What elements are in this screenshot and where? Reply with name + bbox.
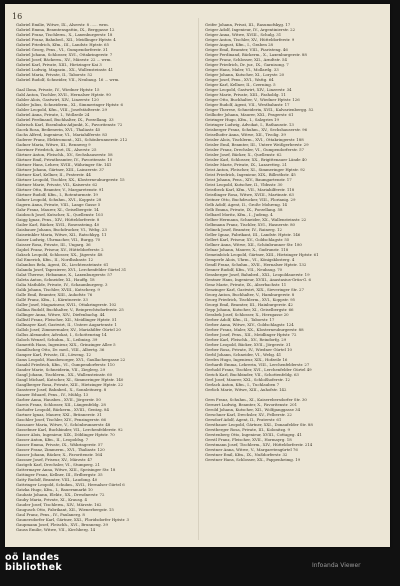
directory-entry: Gaal Ilona, Private, IV., Wiedner Hptstr. 15 (16, 87, 100, 92)
directory-entry: Gerdes Hugo, Ingenieur, XIX., Hofzeile 16 (205, 357, 288, 362)
directory-entry: Gabriel Johann, Schlosser, XVI., Ottakringerstr. 7 (16, 52, 113, 57)
directory-entry: Galambos Bela, Agent, IX., Liechtensteinstr. 61 (16, 262, 109, 267)
directory-entry: Gerbl Johann, Schneider, VI., Webg. 41 (205, 352, 282, 357)
directory-entry: Galle Emil, Beamter, XIII., Auhofstr. 76 (16, 292, 93, 297)
directory-entry: Genzinger Karl, Gastwirt, XIX., Sieveringer Str. 27 (205, 287, 304, 292)
directory-entry: Gemeinböck Leopold, Gärtner, XIII., Hietzinger Hptstr. 61 (205, 252, 319, 257)
directory-entry: Geist Anton, Fleischer, XI., Simmeringer Hptstr. 92 (205, 167, 305, 172)
directory-entry: Galik Johann, Tischler, XVIII., Kutscherg. 9 (16, 287, 100, 292)
directory-entry: Gentner Hans, Ingenieur, XVIII., Anastasius-Grün-G. 6 (205, 277, 311, 282)
directory-entry: Gaugusch Otto, Fabrikant, XII., Wienerbergstr. 15 (16, 507, 114, 512)
directory-entry: Gerber Leopold, Bäcker, XVII., Jörgerstr. 31 (205, 342, 291, 347)
directory-entry: Geiger Anna, Witwe, XVIII., Schulg. 31 (205, 32, 282, 37)
directory-entry: Gattringer Leopold, Schuhm., XVII., Hernalser Gürtel 6 (16, 482, 125, 487)
directory-entry: Gartner Ignaz, Maurer, XXI., Brünnerstr. 31 (16, 412, 102, 417)
directory-entry: Galoch Wenzel, Schuhm., X., Leibnizg. 39 (16, 337, 98, 342)
directory-entry: Gerschner Karl, Drechsler, XV., Felberstr. 22 (205, 412, 292, 417)
directory-entry: Gaul Franz, Pens., IV., Paulanerg. 8 (16, 512, 85, 517)
directory-entry: Gatty Rudolf, Beamter, VIII., Laudong. 40 (16, 477, 98, 482)
directory-entry: Gamper Karl, Private, III., Löweng. 12 (16, 352, 91, 357)
directory-entry: Gastgeb Karl, Drechsler, VI., Stumperg. 21 (16, 462, 100, 467)
directory-entry: Gerstberger Rosa, Private, III., Kolonitzg. 9 (205, 427, 290, 432)
directory-entry: Gerhardt Emma, Lehrerin, VIII., Lerchenfelderstr. 27 (205, 362, 310, 367)
directory-entry: Gärtner Rudolf, Kfm., I., Rotenturmstr. 19 (16, 192, 98, 197)
directory-entry: Gaderer Franz, Elektromont., XII., Schönbrunnerstr. 212 (16, 137, 128, 142)
directory-entry: Gaiser Ludwig, Uhrmacher, VII., Burgg. 70 (16, 237, 101, 242)
directory-entry: Gallistl Franz, Fleischer, XII., Meidlinger Hptstr. 51 (16, 317, 117, 322)
directory-entry: Gabrisch Karl, Eisenbahn-Adjunkt, X., Favoritenstr. 72 (16, 122, 123, 127)
directory-entry: Gauby Maria, Private, XI., Krausg. 4 (16, 497, 87, 502)
directory-entry: Gattermayer Anna, Witwe, XIII., Speisinger Str. 18 (16, 467, 116, 472)
directory-entry: Geistbeck Karl, Kfm., VII., Mariahilferstr. 118 (205, 187, 295, 192)
directory-entry: Gern Franz, Schuhm., XI., Kaiserebersdorfer Str. 30 (205, 397, 307, 402)
directory-entry: Gabriel Karl, Private, XIII., Hietzinger Kai 3 (16, 62, 102, 67)
directory-entry: Gareis Franz, Schlosser, XII., Längenfeldg. 28 (16, 402, 106, 407)
left-column (16, 22, 194, 540)
directory-entry: Gerstner Hans, Schlosser, XX., Pappenheimg. 19 (205, 457, 301, 462)
directory-entry: Geisler Josef, Bäcker, X., Quellenstr. 62 (205, 152, 282, 157)
directory-entry: Gabl Anton, Tischler, XVII., Hernalser Hptstr. 90 (16, 92, 111, 97)
library-logo[interactable] (5, 553, 62, 573)
directory-entry: Gabriel Ferdinand, Buchhalter, IX., Porzellang. 33 (16, 117, 114, 122)
page-number: 16 (12, 12, 23, 21)
directory-entry: Gelb Emma, Private, IX., Porzellang. 58 (205, 207, 283, 212)
directory-entry: Geller Ignaz, Fabrikant, III., Landstr. Hptstr. 146 (205, 232, 301, 237)
directory-entry: Gerabek Josef, Schlosser, X., Herzgasse 20 (205, 312, 289, 317)
logo-line-2: bibliothek (5, 562, 62, 573)
directory-entry: Gerich Karl, Buchbinder, VII., Schottenfeldg. 63 (205, 372, 299, 377)
directory-entry: Gassner Josef, Friseur, XV., Märzstr. 47 (16, 457, 93, 462)
directory-entry: Gallus Alexander, Advokat, I., Schottenring 14 (16, 332, 107, 337)
directory-entry: Geisler Alois, Tischlerm., XVI., Ottakringerstr. 188 (205, 137, 304, 142)
directory-entry: Geiger Leopold, Gastwirt, XIV., Linzerstr. 34 (205, 87, 292, 92)
directory-entry: Gernert Ludwig, Beamter, X., Favoritenstr. 201 (205, 402, 298, 407)
directory-entry: Ganahl Friedrich, Kfm., VI., Gumpendorferstr. 110 (16, 362, 115, 367)
directory-entry: Geiger August, Kfm., I., Graben 28 (205, 42, 273, 47)
directory-entry: Gerhold Franz, Tischler, XVI., Lerchenfelder Gürtel 49 (205, 367, 312, 372)
directory-entry: Gassauer Maria, Witwe, V., Schönbrunnerstr. 48 (16, 422, 111, 427)
directory-entry: Geiger Adolf, Ingenieur, IV., Argentinierstr. 22 (205, 27, 296, 32)
directory-entry: Gajdoš Franz, Friseur, XV., Hütteldorferstr. 2 (16, 247, 104, 252)
directory-entry: Gabriel Georg, Pens., VI., Gumpendorferstr. 31 (16, 47, 108, 52)
directory-entry: Geiger Johann, Kutscher, XI., Lorystr. 20 (205, 72, 285, 77)
directory-entry: Garhofer Leopold, Bäckerm., XVIII., Gentzg. 84 (16, 407, 109, 412)
directory-entry: Gaertner Friedrich, Arzt, IX., Alserstr. 25 (16, 147, 97, 152)
directory-entry: Gabriel Ludwig, Magazin., XX., Wallensteinstr. 41 (16, 67, 114, 72)
directory-entry: Gellert Karl, Friseur, XV., Goldschlagstr. 55 (205, 237, 290, 242)
directory-entry: Gadner Maria, Witwe, III., Rennweg 9 (16, 142, 91, 147)
directory-entry: Gerber Rosa, Private, IV., Wiedner Gürtel 10 (205, 347, 292, 352)
directory-entry: Geiger Rudolf, Agent, VII., Westbahnstr. 17 (205, 102, 290, 107)
directory-entry: Geifer Johann, Privat, III., Rasumofskyg. 17 (205, 22, 291, 27)
directory-entry: Gerstner Anna, Witwe, V., Margaretengürtel 76 (205, 447, 298, 452)
directory-entry: Geist Leopold, Kutscher, II., Ybbsstr. 30 (205, 182, 283, 187)
scanned-page (5, 4, 390, 547)
directory-entry: Gabriel Emilie, Witwe, IX., Alserstr. 8 ...... wrm. (16, 22, 109, 27)
directory-entry: Gaiswinkler Maria, Witwe, XII., Ratschkyg. 11 (16, 232, 107, 237)
directory-entry: Gallina Rudolf, Buchhalter, V., Reinprechtsdorferstr. 25 (16, 307, 124, 312)
directory-entry: Gatzka Hugo, Kfm., I., Bauernmarkt 10 (16, 487, 93, 492)
directory-entry: Gerstenberg Otto, Ingenieur, XVIII., Cottageg. 41 (205, 432, 302, 437)
directory-entry: Gallé Franz, Kfm., I., Kärntnerstr. 33 (16, 297, 88, 302)
directory-entry: Geiger Ferdinand, Bäckerm., X., Laxenburgerstr. 88 (205, 52, 307, 57)
directory-entry: Gauder Josef, Tischlerm., XIV., Märzstr. 162 (16, 502, 102, 507)
directory-entry: Geiselhofer Anna, Witwe, XII., Tivolig. 39 (205, 132, 286, 137)
directory-entry: Gachs Alfred, Ingenieur, VI., Mariahilferstr. 83 (16, 132, 108, 137)
directory-entry: Geist Johann, Pens., XIV., Baumgartenstr. 17 (205, 177, 292, 182)
directory-entry: Gabriel Franz, Bahnbed., XII., Meidlinger Hptstr. 4 (16, 37, 116, 42)
directory-entry: Geiger Anton, Tischler, XV., Hütteldorferstr. 9 (205, 37, 295, 42)
directory-entry: Genz Marie, Private, IX., Alserbachstr. 11 (205, 282, 287, 287)
directory-entry: Gepp Johann, Kutscher, XI., Geiselbergstr. 66 (205, 307, 294, 312)
directory-entry: Gersdorf Adolf, Agent, II., Praterstr. 61 (205, 417, 282, 422)
directory-entry: Gerstner Emil, Kfm., IX., Nußdorferstr. 32 (205, 452, 288, 457)
directory-entry: Gaksch Leopold, Schlosser, XX., Jägerstr. 48 (16, 252, 103, 257)
directory-entry: Gärtner Otto, Beamter, V., Margaretenstr. 91 (16, 187, 104, 192)
directory-entry: Gärtner Karl, Kellner, II., Praterstr. 44 (16, 172, 91, 177)
directory-entry: Geiringer Hugo, Kfm., I., Salzgries 19 (205, 117, 279, 122)
directory-entry: Gelber Hermann, Schneider, XX., Wallensteinstr. 22 (205, 217, 307, 222)
directory-entry: Gauss Emilie, Witwe, VII., Kirchberg. 14 (16, 527, 96, 532)
directory-entry: Gattinger Franz, Kellner, III., Erdbergstr. 35 (16, 472, 103, 477)
directory-entry: Gabriel Anna, Private, I., Wollzeile 24 (16, 112, 90, 117)
directory-entry: Gamerith Hans, Ingenieur, XIX., Grinzinger Allee 5 (16, 342, 116, 347)
directory-entry: Gaisser Rosa, Private, III., Ungarg. 36 (16, 242, 91, 247)
directory-entry: Geiger Emil, Beamter, VIII., Piaristeng. 46 (205, 47, 288, 52)
directory-entry: Gahr Franz, Maurer, XI., Geiselbergstr. 14 (16, 207, 99, 212)
directory-entry: Gaunersdorfer Karl, Gärtner, XXI., Floridsdorfer Hptstr. 3 (16, 517, 129, 522)
directory-entry: Geiger Therese, Schneiderin, XVII., Kalvarienbergg. 52 (205, 107, 314, 112)
directory-entry: Gelnar Johann, Maurer, X., Gudrunstr. 118 (205, 247, 289, 252)
directory-entry: Gabriel Emma, Beamtensgattin, IX., Berggasse 12 (16, 27, 115, 32)
directory-entry: Geilhofer Johann, Maurer, XXI., Pragerstr. 61 (205, 112, 294, 117)
directory-entry: Gärtner Hans, Lehrer, XVIII., Währinger Str. 141 (16, 162, 112, 167)
directory-entry: Gärtner Marie, Private, VII., Kaiserstr. 62 (16, 182, 98, 187)
directory-entry: Gerlich Marie, Witwe, XIII., Auhofstr. 142 (205, 387, 287, 392)
directory-entry: Gander Marie, Schneiderin, VII., Zieglerg. 29 (16, 367, 106, 372)
directory-entry: Gabriel Maria, Private, II., Taborstr. 52 (16, 72, 93, 77)
directory-entry: Gallinger Anna, Witwe, XIV., Diefenbachg. 44 (16, 312, 105, 317)
directory-entry: Gensberger Josef, Bahnbed., XXI., Leopoldauerstr. 19 (205, 272, 310, 277)
directory-entry: Geisler Marie, Private, IX., Lazaretteg. 21 (205, 162, 287, 167)
directory-entry: Gerlach Anton, Kfm., I., Tuchlauben 7 (205, 382, 280, 387)
directory-entry: Genner Rudolf, Kfm., VII., Neubaug. 70 (205, 267, 283, 272)
viewer-label: Infoanda Viewer (312, 562, 361, 569)
directory-entry: Gallmayer Karl, Gastwirt, II., Untere Augartenstr. 1 (16, 322, 117, 327)
directory-entry: Geisler Emil, Beamter, III., Untere Weißgerberstr. 29 (205, 142, 309, 147)
logo-line-1: oö landes (5, 552, 60, 563)
directory-entry: Gärtner Emil, Privatbeamter, IV., Favoritenstr. 10 (16, 157, 113, 162)
column-divider (198, 18, 199, 540)
directory-entry: Gasser Franz, Zimmerm., XVI., Thaliastr. 120 (16, 447, 105, 452)
directory-entry: Geiger Karl, Kellner, II., Czerning. 5 (205, 82, 276, 87)
directory-entry: Gabriel Friedrich, Kfm., III., Landstr. Hptstr. 65 (16, 42, 109, 47)
directory-entry: Gamillscheg Otto, Dr. med., VIII., Albertg. 36 (16, 347, 105, 352)
directory-entry: Geiger Otto, Buchhalter, V., Wiedner Hptstr. 126 (205, 97, 300, 102)
directory-entry: Gelinek Josef, Beamter, IV., Rainerg. 12 (205, 227, 282, 232)
directory-entry: Gallob Josef, Zimmermaler, XV., Mariahilfer Gürtel 20 (16, 327, 121, 332)
directory-entry: Gangl Michael, Kutscher, XI., Simmeringer Hptstr. 140 (16, 377, 124, 382)
directory-entry: Gacek Rosa, Bedienerin, XVI., Thaliastr. 45 (16, 127, 101, 132)
directory-entry: Gärtner Johann, Gärtner, XIII., Lainzerstr. 37 (16, 167, 104, 172)
directory-entry: Gaupmann Josef, Fleischh., XVI., Brunneng. 39 (16, 522, 108, 527)
directory-entry: Georg Friedrich, Tischlerm., XVI., Koppstr. 95 (205, 297, 295, 302)
directory-entry: Gabriel Rudolf, Schneider, VII., Neubaug. 16 ... wrm. (16, 77, 120, 82)
directory-entry: Gaschler Josef, Tischler, XIV., Penzingerstr. 66 (16, 417, 107, 422)
directory-entry: Gaidosch Josef, Kutscher, X., Quellenstr. 103 (16, 212, 103, 217)
directory-entry: Geistlinger Rosa, Witwe, XVIII., Martinstr. 63 (205, 192, 294, 197)
directory-entry: Galat Therese, Hebamme, X., Laxenburgerstr. 57 (16, 272, 113, 277)
directory-entry: Geisler Franz, Drechsler, VI., Gumpendorferstr. 57 (205, 147, 304, 152)
directory-entry: Gerstmann Josef, Tischlerm., XIV., Hütteldorferstr. 214 (205, 442, 313, 447)
directory-entry: Gabler Leopold, Kfm., VIII., Josefstädterstr. 29 (16, 107, 107, 112)
directory-entry: Gagern Anna, Private, VIII., Lange Gasse 5 (16, 202, 101, 207)
directory-entry: Gerber Karl, Fleischh., XV., Reindorfg. 29 (205, 337, 287, 342)
directory-entry: Geisberger Franz, Schuhm., XV., Sechshauserstr. 96 (205, 127, 308, 132)
directory-entry: Gendl Franz, Schuhm., XVII., Hernalser Hptstr. 132 (205, 262, 307, 267)
directory-entry: Gerber Anna, Witwe, XIV., Goldschlagstr. 124 (205, 322, 294, 327)
directory-entry: Gelbard Moritz, Kfm., I., Judeng. 4 (205, 212, 273, 217)
directory-entry: Gerber Adolf, Kfm., II., Taborstr. 17 (205, 317, 275, 322)
directory-entry: Georg Anton, Buchhalter, V., Hamburgerstr. 8 (205, 292, 295, 297)
directory-entry: Gerstbauer Leopold, Gärtner, XXI., Donaufelder Str. 88 (205, 422, 313, 427)
directory-entry: Gassebner Karl, Buchbinder, VII., Lerchenfelderstr. 92 (16, 427, 123, 432)
directory-entry: Geiger Marie, Private, XIII., Fasholdg. 11 (205, 92, 286, 97)
directory-entry: Galler Josef, Magazineur, XVII., Ottakringerstr. 102 (16, 302, 117, 307)
directory-entry: Gellner Anna, Witwe, XII., Schönbrunner Str. 180 (205, 242, 302, 247)
directory-entry: Gemperle Alois, Uhrm., VI., Königsklosterg. 4 (205, 257, 295, 262)
directory-entry: Geiringer Ludwig, Advokat, I., Rathausstr. 13 (205, 122, 294, 127)
directory-entry: Gams Leopold, Hausbesorger, XVI., Gaullachergasse 22 (16, 357, 126, 362)
directory-entry: Gärtner Leopold, Tischler, XX., Klosterneuburgerstr. 15 (16, 177, 125, 182)
directory-entry: Gelb Adolf, Agent, II., Große Mohreng. 14 (205, 202, 288, 207)
directory-entry: Gafner Leopold, Schuhm., XVI., Koppstr. 28 (16, 197, 102, 202)
directory-entry: Geiger Franz, Schlosser, XII., Arndtstr. 54 (205, 57, 287, 62)
directory-entry: Galeta Anton, Schneider, XI., Hauffg. 18 (16, 277, 95, 282)
directory-entry: Gerber Josef, Pens., XII., Meidlinger Hptstr. 72 (205, 332, 297, 337)
directory-entry: Gärtner Anton, Fleischh., XV., Sechshauserstr. 58 (16, 152, 113, 157)
directory-entry: Ganglberger Rosa, Private, XIII., Hietzinger Hptstr. 22 (16, 382, 123, 387)
directory-entry: Gaigg Ignaz, Pens., XIV., Hütteldorferstr. 8 (16, 217, 100, 222)
directory-entry: Gasser Anton, Kfm., II., Leopoldsg. 7 (16, 437, 89, 442)
directory-entry: Gaisbauer Johann, Buchdrucker, VI., Webg. 23 (16, 227, 107, 232)
directory-entry: Geiger Josef, Pens., XVI., Wattg. 64 (205, 77, 274, 82)
directory-entry: Georgi Emil, Beamter, III., Hainburgerstr. 42 (205, 302, 293, 307)
directory-entry: Geitner Otto, Buchdrucker, VIII., Florianig. 29 (205, 197, 296, 202)
directory-entry: Gerber Franz, Maler, XX., Klosterneuburgerstr. 88 (205, 327, 304, 332)
directory-entry: Gabriel Josef, Bäckerm., XV., Märzstr. 22 ... wrm. (16, 57, 112, 62)
directory-entry: Gailer Karl, Bäcker, XVII., Rosensteing. 40 (16, 222, 100, 227)
directory-entry: Ganzer Eduard, Pens., IV., Mühlg. 13 (16, 392, 89, 397)
directory-entry: Geiger Friedrich, Dr. jur., IX., Garnisong. 7 (205, 62, 289, 67)
directory-entry: Geisler Karl, Schlosser, XX., Brigittenauer Lände 40 (205, 157, 307, 162)
directory-entry: Garber Anna, Hausbes., XVII., Jörgerstr. 50 (16, 397, 101, 402)
directory-entry: Gerold Johann, Kutscher, XII., Wolfganggasse 34 (205, 407, 301, 412)
directory-entry: Geist Friedrich, Ingenieur, XIX., Billrothstr. 45 (205, 172, 296, 177)
directory-entry: Galia Mathilde, Private, IV., Schaumburgerg. 3 (16, 282, 108, 287)
right-column (205, 22, 383, 540)
directory-entry: Gerstl Franz, Fleischer, XVII., Hormayrg. 18 (205, 437, 292, 442)
directory-entry: Gasser Emma, Private, IX., Währingerstr. 57 (16, 442, 103, 447)
directory-entry: Gabriel Franz, Tischlerm., X., Laxenburgerstr. 18 (16, 32, 113, 37)
directory-entry: Gal Emerich, Kfm., II., Nordbahnstr. 12 (16, 257, 94, 262)
directory-entry: Gabler Alois, Gastwirt, XIV., Linzerstr. 120 (16, 97, 99, 102)
directory-entry: Gaubatz Johann, Elektr., XX., Dresdnerstr. 72 (16, 492, 105, 497)
directory-entry: Geiger Hans, Maler, VI., Mollardg. 33 (205, 67, 279, 72)
directory-entry: Gansterer Josef, Bahnbed., X., Sonnleitnerg. 8 (16, 387, 107, 392)
directory-entry: Gangl Johann, Tischlerm., XX., Wallensteinstr. 60 (16, 372, 113, 377)
directory-entry: Galanda Josef, Tapezierer, XVI., Lerchenfelder Gürtel 31 (16, 267, 127, 272)
directory-entry: Gasser Johann, Bäcker, X., Favoritenstr. 164 (16, 452, 103, 457)
directory-entry: Gabler Julius, Schneiderm., XI., Simmeringer Hptstr. 6 (16, 102, 123, 107)
directory-entry: Gerl Josef, Maurer, XXI., Schloßhoferstr. 12 (205, 377, 290, 382)
directory-entry: Gasser Alois, Ingenieur, XIX., Döblinger Hptstr. 70 (16, 432, 115, 437)
directory-entry: Gelbmann Franz, Tischler, XVI., Hasnerstr. 80 (205, 222, 296, 227)
